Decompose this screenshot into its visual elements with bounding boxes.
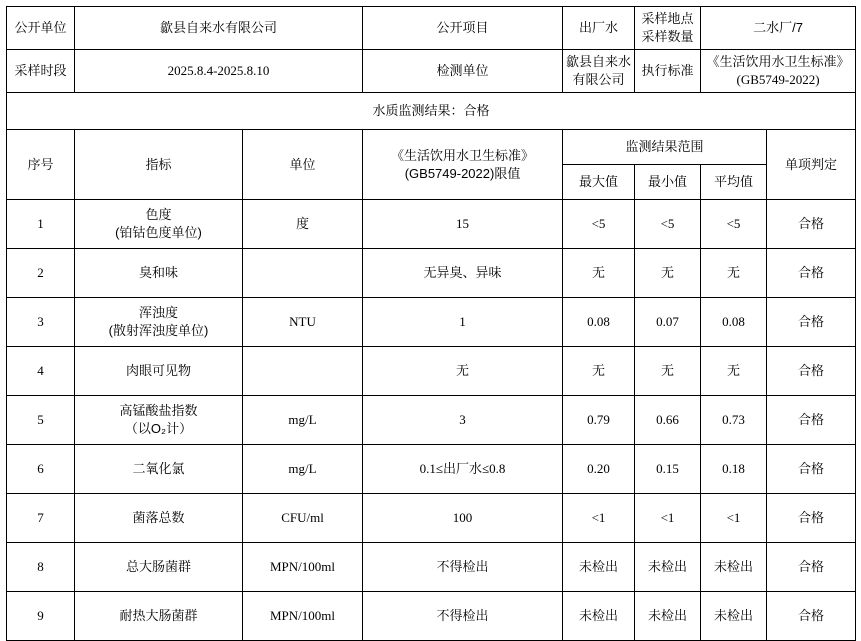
cell-verdict: 合格 xyxy=(767,298,856,347)
table-row xyxy=(7,249,856,298)
cell-min: 0.66 xyxy=(635,396,701,445)
cell-max: 无 xyxy=(563,249,635,298)
label-testing-unit: 检测单位 xyxy=(363,50,563,93)
value-sampling-location-count: 二水厂/7 xyxy=(701,7,856,50)
cell-unit: CFU/ml xyxy=(243,494,363,543)
label-sampling-count: 采样数量 xyxy=(641,29,694,44)
indicator-name: 二氧化氯 xyxy=(132,461,185,477)
column-header-limit xyxy=(363,130,563,200)
column-header-avg: 平均值 xyxy=(701,165,767,200)
column-header-min: 最小值 xyxy=(635,165,701,200)
cell-avg: 无 xyxy=(701,347,767,396)
cell-min: 无 xyxy=(635,347,701,396)
cell-min: 未检出 xyxy=(635,543,701,592)
cell-indicator xyxy=(75,396,243,445)
cell-avg: 0.18 xyxy=(701,445,767,494)
cell-unit xyxy=(243,249,363,298)
cell-verdict: 合格 xyxy=(767,396,856,445)
cell-limit: 3 xyxy=(363,396,563,445)
cell-indicator xyxy=(75,445,243,494)
cell-limit: 15 xyxy=(363,200,563,249)
cell-unit: 度 xyxy=(243,200,363,249)
cell-avg: 0.73 xyxy=(701,396,767,445)
cell-min: 无 xyxy=(635,249,701,298)
value-public-unit: 歙县自来水有限公司 xyxy=(75,7,363,50)
label-execution-standard: 执行标准 xyxy=(635,50,701,93)
cell-verdict: 合格 xyxy=(767,200,856,249)
table-row xyxy=(7,494,856,543)
cell-limit: 无异臭、异味 xyxy=(363,249,563,298)
header-row-2 xyxy=(7,50,856,93)
value-execution-standard xyxy=(701,50,856,93)
table-row xyxy=(7,200,856,249)
indicator-name: 高锰酸盐指数 xyxy=(119,403,198,419)
table-row xyxy=(7,445,856,494)
cell-avg: 未检出 xyxy=(701,592,767,641)
cell-max: 0.20 xyxy=(563,445,635,494)
cell-min: 0.07 xyxy=(635,298,701,347)
indicator-name: 菌落总数 xyxy=(132,510,185,526)
cell-limit: 无 xyxy=(363,347,563,396)
column-header-unit: 单位 xyxy=(243,130,363,200)
overall-result-banner: 水质监测结果：合格 xyxy=(7,93,856,130)
result-banner-row xyxy=(7,93,856,130)
cell-verdict: 合格 xyxy=(767,543,856,592)
cell-index: 4 xyxy=(7,347,75,396)
cell-min: 未检出 xyxy=(635,592,701,641)
cell-min: 0.15 xyxy=(635,445,701,494)
cell-max: 0.79 xyxy=(563,396,635,445)
column-header-limit-line2: (GB5749-2022)限值 xyxy=(404,165,521,181)
table-row xyxy=(7,298,856,347)
cell-unit: mg/L xyxy=(243,396,363,445)
cell-avg: 无 xyxy=(701,249,767,298)
indicator-note: (散射浑浊度单位) xyxy=(108,323,209,338)
table-row xyxy=(7,347,856,396)
cell-verdict: 合格 xyxy=(767,445,856,494)
indicator-note: (铂钴色度单位) xyxy=(115,225,202,240)
cell-index: 6 xyxy=(7,445,75,494)
label-public-unit: 公开单位 xyxy=(7,7,75,50)
cell-index: 9 xyxy=(7,592,75,641)
value-public-project: 出厂水 xyxy=(563,7,635,50)
indicator-name: 色度 xyxy=(145,207,172,223)
cell-indicator xyxy=(75,298,243,347)
column-header-row-1 xyxy=(7,130,856,165)
cell-min: <1 xyxy=(635,494,701,543)
cell-verdict: 合格 xyxy=(767,592,856,641)
cell-limit: 100 xyxy=(363,494,563,543)
indicator-name: 肉眼可见物 xyxy=(125,363,191,379)
cell-max: 未检出 xyxy=(563,592,635,641)
column-header-index: 序号 xyxy=(7,130,75,200)
cell-avg: <5 xyxy=(701,200,767,249)
cell-unit xyxy=(243,347,363,396)
cell-avg: 未检出 xyxy=(701,543,767,592)
indicator-note: （以O₂计） xyxy=(124,421,193,436)
cell-max: 未检出 xyxy=(563,543,635,592)
value-sampling-period: 2025.8.4-2025.8.10 xyxy=(75,50,363,93)
standard-name: 《生活饮用水卫生标准》 xyxy=(706,54,850,70)
table-row xyxy=(7,592,856,641)
water-quality-report-table xyxy=(6,6,856,641)
cell-index: 8 xyxy=(7,543,75,592)
cell-indicator xyxy=(75,200,243,249)
indicator-name: 总大肠菌群 xyxy=(125,559,191,575)
cell-indicator xyxy=(75,249,243,298)
cell-avg: 0.08 xyxy=(701,298,767,347)
column-header-indicator: 指标 xyxy=(75,130,243,200)
label-sampling-location: 采样地点 xyxy=(641,11,694,27)
cell-index: 5 xyxy=(7,396,75,445)
cell-max: 0.08 xyxy=(563,298,635,347)
cell-indicator xyxy=(75,494,243,543)
cell-index: 2 xyxy=(7,249,75,298)
table-row xyxy=(7,396,856,445)
column-header-limit-line1: 《生活饮用水卫生标准》 xyxy=(391,147,535,163)
cell-verdict: 合格 xyxy=(767,249,856,298)
column-header-range-group: 监测结果范围 xyxy=(563,130,767,165)
cell-unit: MPN/100ml xyxy=(243,543,363,592)
cell-limit: 0.1≤出厂水≤0.8 xyxy=(363,445,563,494)
cell-max: <1 xyxy=(563,494,635,543)
cell-verdict: 合格 xyxy=(767,347,856,396)
cell-limit: 不得检出 xyxy=(363,543,563,592)
indicator-name: 浑浊度 xyxy=(138,305,178,321)
column-header-verdict: 单项判定 xyxy=(767,130,856,200)
label-sampling-period: 采样时段 xyxy=(7,50,75,93)
label-sampling-location-count xyxy=(635,7,701,50)
label-public-project: 公开项目 xyxy=(363,7,563,50)
cell-limit: 1 xyxy=(363,298,563,347)
standard-code: (GB5749-2022) xyxy=(736,72,820,87)
cell-min: <5 xyxy=(635,200,701,249)
cell-avg: <1 xyxy=(701,494,767,543)
header-row-1 xyxy=(7,7,856,50)
cell-indicator xyxy=(75,543,243,592)
cell-index: 1 xyxy=(7,200,75,249)
cell-unit: MPN/100ml xyxy=(243,592,363,641)
cell-index: 7 xyxy=(7,494,75,543)
cell-unit: NTU xyxy=(243,298,363,347)
table-row xyxy=(7,543,856,592)
indicator-name: 耐热大肠菌群 xyxy=(119,608,198,624)
cell-indicator xyxy=(75,347,243,396)
cell-unit: mg/L xyxy=(243,445,363,494)
cell-max: <5 xyxy=(563,200,635,249)
cell-limit: 不得检出 xyxy=(363,592,563,641)
cell-index: 3 xyxy=(7,298,75,347)
value-testing-unit: 歙县自来水有限公司 xyxy=(563,50,635,93)
cell-max: 无 xyxy=(563,347,635,396)
cell-indicator xyxy=(75,592,243,641)
column-header-max: 最大值 xyxy=(563,165,635,200)
cell-verdict: 合格 xyxy=(767,494,856,543)
indicator-name: 臭和味 xyxy=(138,265,178,281)
